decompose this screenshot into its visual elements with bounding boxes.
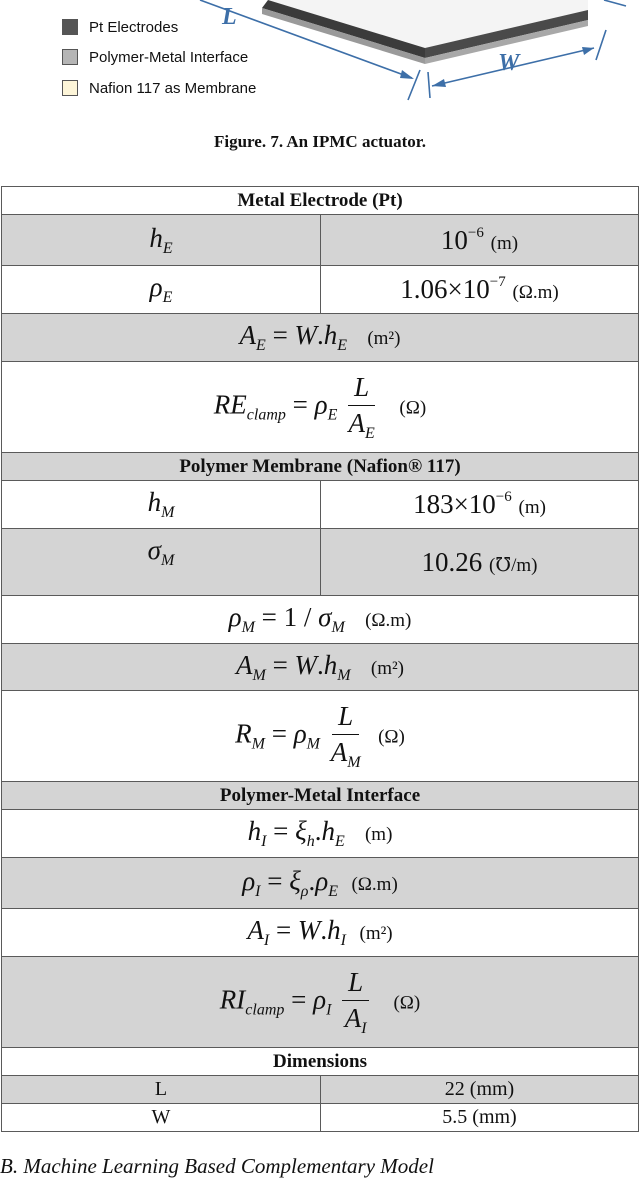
section-header-interface: Polymer-Metal Interface [2, 782, 639, 810]
symbol-cell: $\rho_E$ [2, 266, 321, 314]
RM-unit: (Ω) [378, 726, 405, 748]
symbol-cell: $h_M$ [2, 481, 321, 529]
legend-swatch-dark [62, 19, 78, 35]
legend-label: Nafion 117 as Membrane [89, 79, 257, 97]
table-row [2, 266, 639, 314]
length-label: L [222, 4, 237, 30]
rhoM-unit: (Ω.m) [365, 610, 412, 631]
rhoE-unit: (Ω.m) [512, 282, 559, 303]
formula-cell: $RI_{clamp} = \rho_I$ $\frac{L}{A_I}$ (Ω) [2, 957, 639, 1048]
formula-cell: $\rho_I = \xi_\rho.\rho_E$ (Ω.m) [2, 858, 639, 909]
section-header-row [2, 1048, 639, 1076]
table-row [2, 362, 639, 453]
hI-unit: (m) [364, 824, 393, 845]
symbol-cell: $\sigma_M$ [2, 529, 321, 596]
formula-cell: $A_I = W.h_I$ (m²) [2, 909, 639, 957]
table-row [2, 691, 639, 782]
ipmc-parameter-table [1, 186, 639, 1132]
section-header-row [2, 187, 639, 215]
legend-item-interface [62, 47, 248, 67]
table-row [2, 529, 639, 596]
table-row [2, 810, 639, 858]
AI-unit: (m²) [359, 923, 393, 944]
width-dimension-tick-right [596, 30, 606, 60]
section-header-dimensions: Dimensions [2, 1048, 639, 1076]
hE-value: 10 [440, 224, 468, 255]
dimension-name: W [2, 1104, 321, 1132]
fraction: $\frac{L}{A_E}$ [348, 371, 375, 442]
section-heading: B. Machine Learning Based Complementary Model [0, 1154, 434, 1178]
width-arrowhead-left [432, 79, 446, 87]
table-row [2, 1076, 639, 1104]
formula-cell: $\rho_M = 1 / \sigma_M$ (Ω.m) [2, 596, 639, 644]
section-header-electrode: Metal Electrode (Pt) [2, 187, 639, 215]
rhoE-value: 1.06×10 [400, 274, 490, 304]
legend-label: Polymer-Metal Interface [89, 48, 249, 66]
legend-label: Pt Electrodes [89, 18, 179, 36]
formula-cell: $h_I = \xi_h.h_E$ (m) [2, 810, 639, 858]
hE-exponent: −6 [467, 224, 484, 241]
sigmaM-value: 10.26 [421, 546, 483, 577]
rhoE-exponent: −7 [489, 274, 506, 290]
dimension-value: 22 (mm) [321, 1076, 639, 1104]
table-row [2, 644, 639, 691]
section-header-row [2, 453, 639, 481]
RI-unit: (Ω) [393, 992, 421, 1014]
length-dimension-tick [408, 70, 420, 100]
fraction: $\frac{L}{A_M}$ [330, 700, 361, 771]
table-row [2, 909, 639, 957]
table-row [2, 314, 639, 362]
section-header-membrane: Polymer Membrane (Nafion® 117) [2, 453, 639, 481]
legend-swatch-cream [62, 80, 78, 96]
formula-cell: $R_M = \rho_M$ $\frac{L}{A_M}$ (Ω) [2, 691, 639, 782]
formula-cell: $A_E = W.h_E$ (m²) [2, 314, 639, 362]
value-cell [321, 481, 639, 529]
formula-cell: $RE_{clamp} = \rho_E$ $\frac{L}{A_E}$ (Ω) [2, 362, 639, 453]
width-arrowhead-right [582, 47, 594, 55]
length-arrowhead [400, 70, 414, 79]
RE-unit: (Ω) [399, 397, 427, 419]
legend-swatch-gray [62, 49, 78, 65]
table-row [2, 1104, 639, 1132]
sigmaM-unit: (℧/m) [489, 554, 538, 576]
height-dimension-line [604, 0, 626, 6]
fraction: $\frac{L}{A_I}$ [342, 967, 369, 1038]
rhoI-unit: (Ω.m) [351, 873, 398, 895]
width-label: W [498, 50, 520, 76]
hE-unit: (m) [490, 232, 519, 254]
AE-unit: (m²) [367, 328, 401, 349]
dimension-value: 5.5 (mm) [321, 1104, 639, 1132]
table-row [2, 481, 639, 529]
value-cell [321, 215, 639, 266]
table-row [2, 215, 639, 266]
width-dimension-tick-left [428, 72, 430, 98]
formula-cell: $A_M = W.h_M$ (m²) [2, 644, 639, 691]
hM-exponent: −6 [495, 489, 512, 505]
hM-value: 183×10 [413, 489, 496, 519]
legend-item-pt-electrodes [62, 17, 178, 37]
value-cell [321, 529, 639, 596]
hM-unit: (m) [518, 497, 546, 518]
symbol-cell: $h_E$ [2, 215, 321, 266]
table-row [2, 957, 639, 1048]
table-row [2, 596, 639, 644]
section-header-row [2, 782, 639, 810]
legend-item-membrane [62, 78, 256, 98]
figure-caption: Figure. 7. An IPMC actuator. [213, 132, 427, 151]
ipmc-figure [0, 0, 640, 170]
AM-unit: (m²) [370, 657, 405, 679]
dimension-name: L [2, 1076, 321, 1104]
value-cell [321, 266, 639, 314]
table-row [2, 858, 639, 909]
